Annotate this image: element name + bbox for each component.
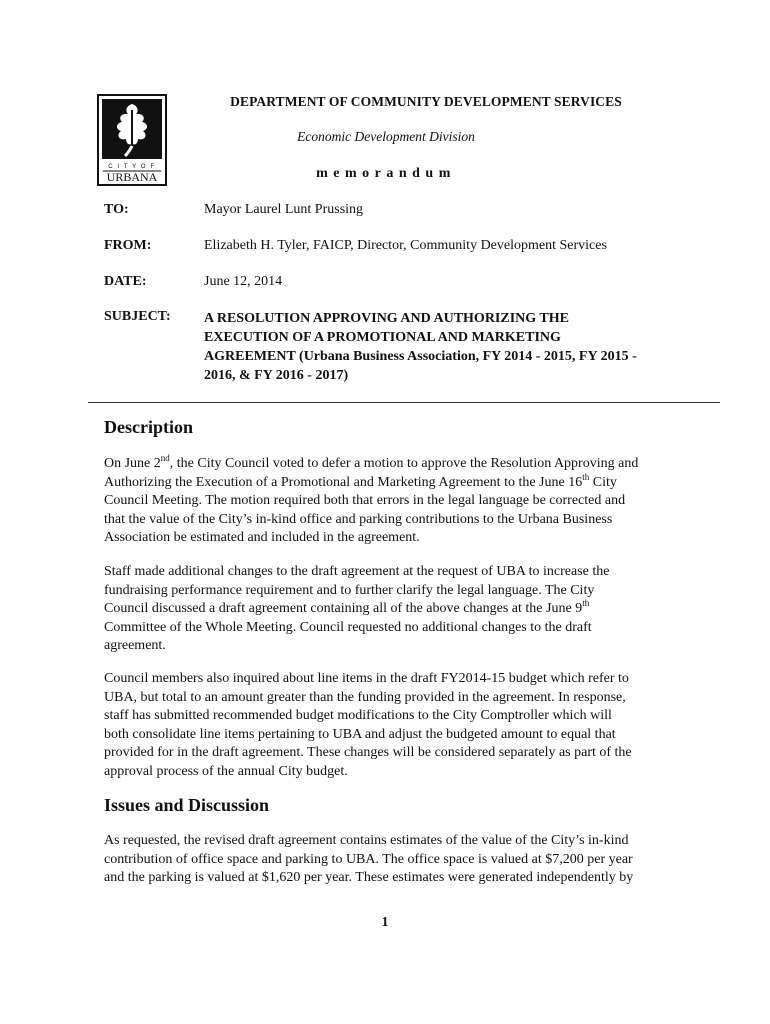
text-line: both consolidate line items pertaining to UBA and adjust the budgeted amount to equal that [104,726,616,742]
description-paragraph-3 [104,670,694,782]
text-line: agreement. [104,638,166,654]
text-line: fundraising performance requirement and to further clarify the legal language. The City [104,582,595,598]
text-line: As requested, the revised draft agreement contains estimates of the value of the City’s in-kind [104,833,629,848]
text-line: contribution of office space and parking to UBA. The office space is valued at $7,200 per year [104,851,633,867]
subject-label: SUBJECT: [104,309,171,324]
text-line: Authorizing the Execution of a Promotional and Marketing Agreement to the June 16th City [104,471,617,490]
subject-line: AGREEMENT (Urbana Business Association, FY 2014 - 2015, FY 2015 - [204,349,637,364]
text-line: provided for in the draft agreement. These changes will be considered separately as part of the [104,745,632,761]
issues-paragraph [104,832,694,888]
description-paragraph-2 [104,563,694,656]
text-line: and the parking is valued at $1,620 per year. These estimates were generated independently by [104,870,634,886]
text-line: Committee of the Whole Meeting. Council requested no additional changes to the draft [104,619,592,635]
memorandum-title: memorandum [316,166,456,181]
header-divider [88,402,720,403]
subject-line: A RESOLUTION APPROVING AND AUTHORIZING THE [204,311,569,326]
text-line: Staff made additional changes to the draft agreement at the request of UBA to increase the [104,564,610,579]
date-value: June 12, 2014 [204,274,283,289]
from-value: Elizabeth H. Tyler, FAICP, Director, Community Development Services [204,238,607,253]
to-label: TO: [104,202,129,217]
subject-value [204,309,674,385]
text-line: staff has submitted recommended budget modifications to the City Comptroller which will [104,708,612,724]
department-title: DEPARTMENT OF COMMUNITY DEVELOPMENT SERVICES [230,94,622,109]
to-value: Mayor Laurel Lunt Prussing [204,202,364,217]
oak-leaf-icon [99,96,165,184]
subject-line: 2016, & FY 2016 - 2017) [204,368,349,383]
description-heading: Description [104,417,193,437]
city-of-urbana-logo [97,94,167,186]
description-paragraph-1 [104,455,694,548]
logo-city-of-text: C I T Y O F [108,164,156,170]
text-line: that the value of the City’s in-kind office and parking contributions to the Urbana Business [104,511,613,527]
text-line: UBA, but total to an amount greater than the funding provided in the agreement. In response, [104,689,626,705]
text-line: approval process of the annual City budget. [104,763,348,779]
logo-urbana-text: URBANA [106,170,158,184]
text-line: On June 2nd, the City Council voted to defer a motion to approve the Resolution Approving and [104,453,639,471]
subject-line: EXECUTION OF A PROMOTIONAL AND MARKETING [204,330,561,345]
from-label: FROM: [104,238,152,253]
text-line: Council members also inquired about line items in the draft FY2014-15 budget which refer to [104,671,629,686]
issues-heading: Issues and Discussion [104,795,270,815]
text-line: Council Meeting. The motion required both that errors in the legal language be corrected and [104,493,626,509]
page-number: 1 [381,915,389,930]
text-line: Council discussed a draft agreement containing all of the above changes at the June 9th [104,598,590,617]
text-line: Association be estimated and included in the agreement. [104,530,420,546]
date-label: DATE: [104,274,147,289]
division-title: Economic Development Division [297,129,475,144]
